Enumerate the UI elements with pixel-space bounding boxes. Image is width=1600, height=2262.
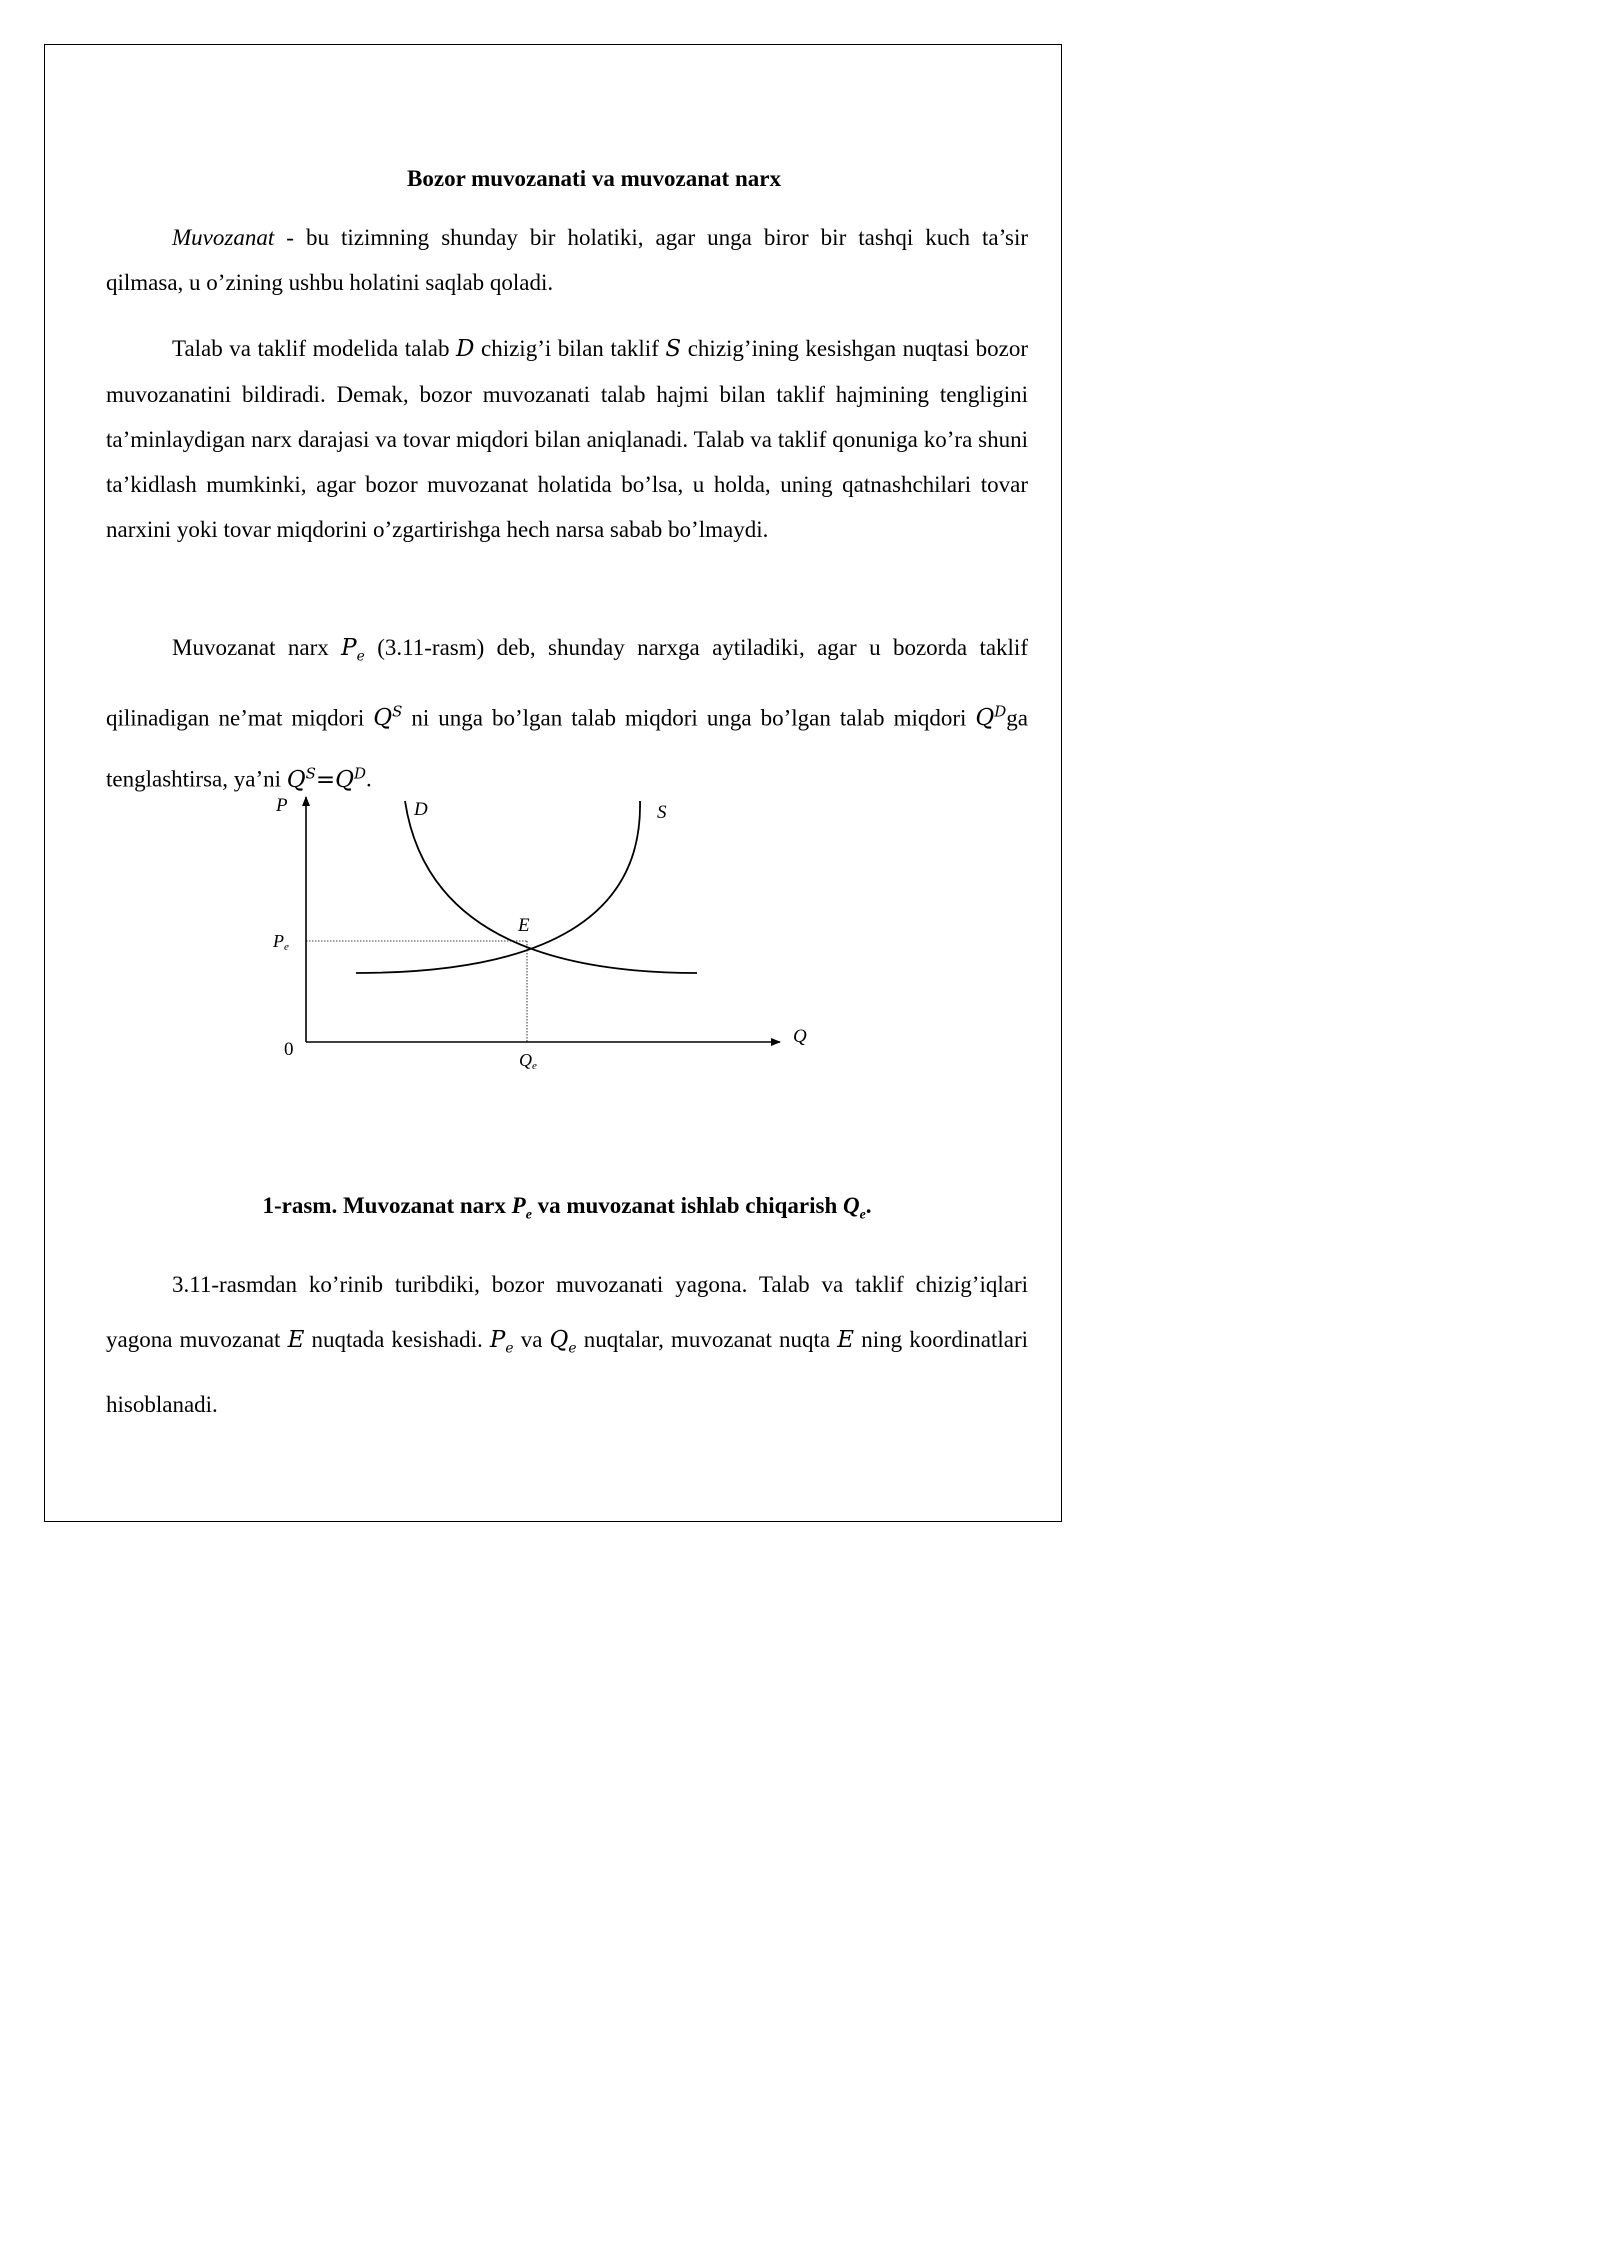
math-subscript: e (525, 1206, 532, 1222)
text-run: nuqtada kesishadi. (304, 1327, 490, 1352)
text-run: . (865, 1193, 872, 1218)
pe-sub: e (284, 941, 289, 953)
math-d: D (456, 336, 475, 362)
supply-curve (356, 801, 640, 973)
math-superscript: S (392, 702, 403, 721)
text-run: 1-rasm. Muvozanat narx (262, 1193, 512, 1218)
text-run: ning koordinatlari hisoblanadi. (106, 1327, 1028, 1417)
text-run: chizig’i bilan taklif (474, 336, 666, 361)
pe-axis-label (272, 931, 289, 953)
caption-qe (843, 1193, 866, 1222)
math-symbol: P (511, 1193, 526, 1218)
math-qe (549, 1327, 577, 1357)
math-symbol: Q (843, 1193, 860, 1218)
math-symbol: P (489, 1327, 506, 1353)
math-superscript: D (994, 702, 1007, 721)
pe-main: P (273, 931, 284, 951)
math-pe (489, 1327, 514, 1357)
qe-main: Q (519, 1050, 532, 1070)
math-symbol: Q (975, 705, 995, 732)
text-run: Muvozanat narx (172, 635, 342, 660)
text-run: va (513, 1327, 550, 1352)
qe-axis-label (519, 1050, 537, 1072)
demand-curve-label: D (414, 799, 428, 820)
math-symbol: Q (549, 1327, 569, 1353)
math-superscript: D (354, 764, 366, 783)
text-run: chizig’ining kesishgan nuqtasi bozor muvozanatini bildiradi. Demak, bozor muvozanati talab hajmi bilan taklif hajmining tengligini ta’minlaydigan narx darajasi va tovar miqdori bilan aniqlanadi. Talab va taklif qonuniga ko’ra shuni ta’kidlash mumkinki, agar bozor muvozanat holatida bo’lsa, u holda, uning qatnashchilari tovar narxini yoki tovar miqdorini o’zgartirishga hech narsa sabab bo’lmaydi. (106, 336, 1028, 542)
math-equals: = (315, 766, 336, 793)
math-e: E (837, 1327, 855, 1353)
text-run: nuqtalar, muvozanat nuqta (576, 1327, 838, 1352)
text-run: ga tenglashtirsa, ya’ni (106, 705, 1028, 792)
price-axis-label: P (276, 795, 288, 816)
math-subscript: e (356, 648, 365, 665)
text-run: va muvozanat ishlab chiqarish (531, 1193, 844, 1218)
origin-label: 0 (284, 1039, 294, 1060)
caption-pe (511, 1193, 532, 1222)
supply-curve-label: S (657, 802, 667, 823)
math-symbol: Q (373, 705, 393, 732)
math-symbol: P (341, 635, 357, 661)
math-s: S (665, 336, 682, 362)
text-run: ni unga bo’lgan talab miqdori unga bo’lgan talab miqdori (402, 705, 976, 731)
text-run: . (365, 766, 372, 792)
qe-sub: e (532, 1060, 537, 1072)
text-run: 3.11-rasmdan ko’rinib turibdiki, bozor muvozanati yagona. Talab va taklif chizig’iqlari yagona muvozanat (106, 1272, 1028, 1352)
text-run: (3.11-rasm) deb, shunday narxga aytiladiki, agar u bozorda taklif qilinadigan ne’mat miqdori (106, 635, 1028, 731)
term-muvozanat: Muvozanat (172, 225, 275, 250)
math-e: E (287, 1327, 305, 1353)
math-subscript: e (859, 1206, 866, 1222)
math-subscript: e (568, 1340, 577, 1357)
definition-text: - bu tizimning shunday bir holatiki, agar unga biror bir tashqi kuch ta’sir qilmasa, u o’zining ushbu holatini saqlab qoladi. (106, 225, 1028, 295)
paragraph-figure-explanation (106, 1257, 1028, 1432)
math-superscript: S (305, 764, 316, 783)
math-symbol: Q (286, 766, 306, 793)
page-title: Bozor muvozanati va muvozanat narx (407, 166, 781, 191)
text-run: Talab va taklif modelida talab (172, 336, 456, 361)
math-symbol: Q (335, 766, 354, 793)
demand-curve (405, 801, 697, 973)
math-subscript: e (505, 1340, 514, 1357)
equilibrium-label: E (518, 915, 530, 936)
figure-caption (0, 1193, 1134, 1223)
quantity-axis-label: Q (793, 1026, 807, 1047)
